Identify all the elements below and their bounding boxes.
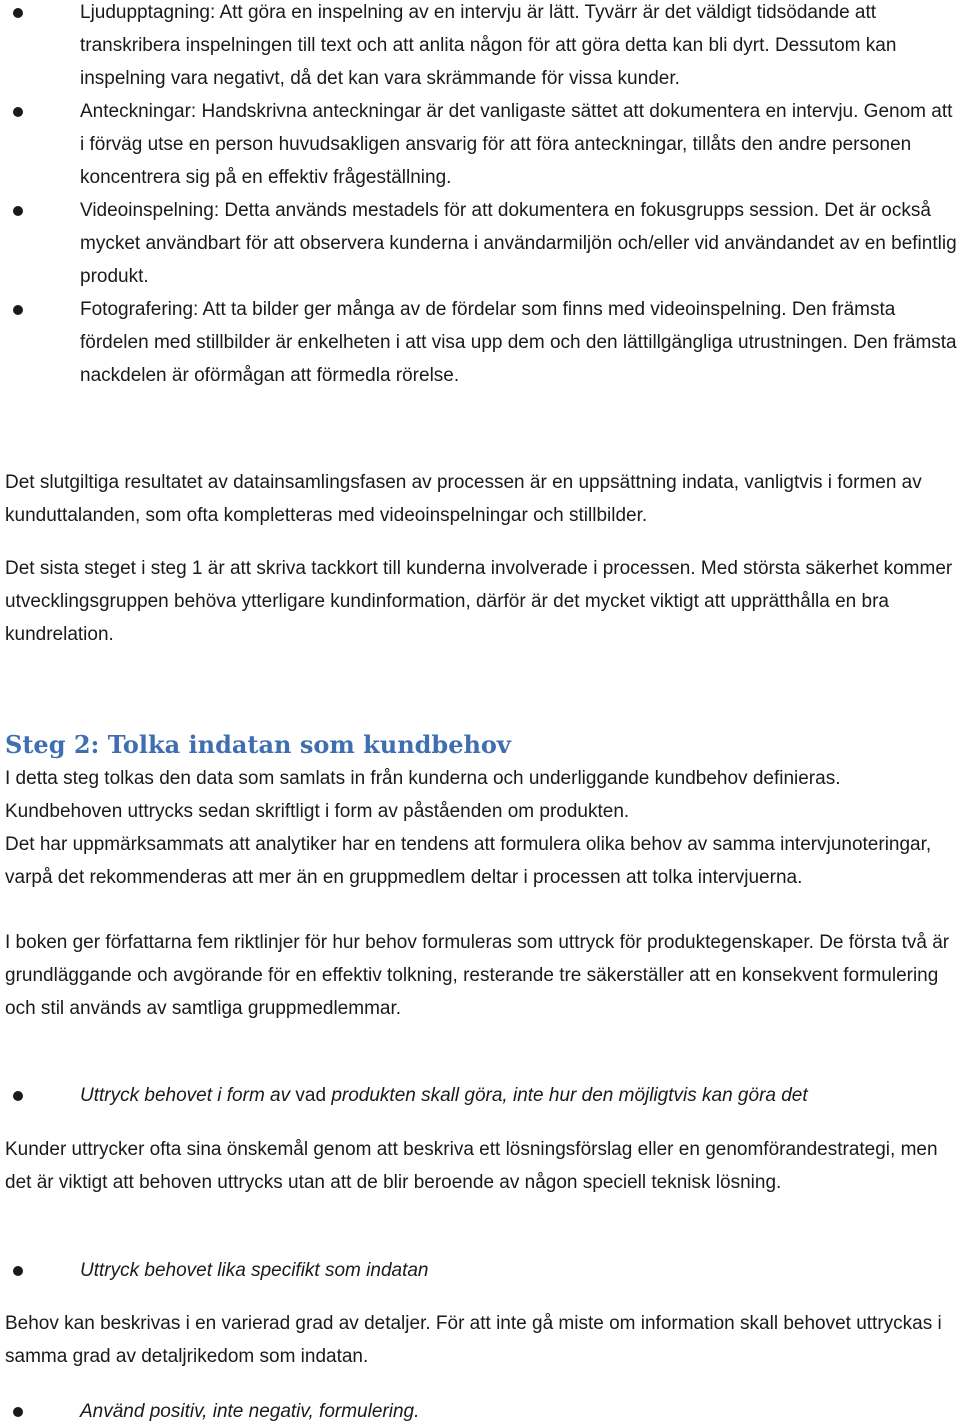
list-item: [0, 194, 960, 293]
bullet-icon: [13, 107, 23, 117]
bullet-icon: [13, 1091, 23, 1101]
bullet-text: Videoinspelning: Detta används mestadels för att dokumentera en fokusgrupps session. Det är också mycket användbart för att observera kunderna i användarmiljön och/eller vid användandet av en befintlig produkt.: [80, 200, 957, 287]
list-item: [0, 1079, 960, 1112]
guideline-1-explanation: Kunder uttrycker ofta sina önskemål genom att beskriva ett lösningsförslag eller en genomförandestrategi, men det är viktigt att behoven uttrycks utan att de blir beroende av någon speciell teknisk lösning.: [5, 1139, 938, 1193]
guideline-3: [0, 1395, 960, 1428]
bullet-text: Fotografering: Att ta bilder ger många av de fördelar som finns med videoinspelning. Den främsta fördelen med stillbilder är enkelheten i att visa upp dem och den lättillgängliga utrustningen. Den främsta nackdelen är oförmågan att förmedla rörelse.: [80, 299, 957, 386]
step2-intro-paragraph: I detta steg tolkas den data som samlats in från kunderna och underliggande kundbehov definieras. Kundbehoven uttrycks sedan skriftligt i form av påståenden om produkten.: [5, 768, 841, 822]
bullet-icon: [13, 1266, 23, 1276]
list-item: [0, 293, 960, 392]
bullet-icon: [13, 1407, 23, 1417]
guideline-1-italic-end: produkten skall göra, inte hur den möjligtvis kan göra det: [331, 1085, 808, 1106]
bullet-icon: [13, 206, 23, 216]
result-paragraph: Det slutgiltiga resultatet av datainsamlingsfasen av processen är en uppsättning indata, vanligtvis i formen av kunduttalanden, som ofta kompletteras med videoinspelningar och stillbilder.: [5, 472, 922, 526]
guideline-1-italic-start: Uttryck behovet i form av: [80, 1085, 291, 1106]
section-heading: Steg 2: Tolka indatan som kundbehov: [5, 730, 511, 759]
step2-guidelines-paragraph: I boken ger författarna fem riktlinjer för hur behov formuleras som uttryck för produktegenskaper. De första två är grundläggande och avgörande för en effektiv tolkning, resterande tre säkerställer att en konsekvent formulering och stil används av samtliga gruppmedlemmar.: [5, 932, 950, 1019]
guideline-3-text: Använd positiv, inte negativ, formulering.: [80, 1401, 420, 1422]
last-step-paragraph: Det sista steget i steg 1 är att skriva tackkort till kunderna involverade i processen. Med största säkerhet kommer utvecklingsgruppen behöva ytterligare kundinformation, därför är det mycket viktigt att upprätthålla en bra kundrelation.: [5, 558, 953, 645]
documentation-methods-list: [0, 0, 960, 392]
list-item: [0, 95, 960, 194]
guideline-2-text: Uttryck behovet lika specifikt som indatan: [80, 1260, 429, 1281]
list-item: [0, 1395, 960, 1428]
bullet-icon: [13, 8, 23, 18]
guideline-1: [0, 1079, 960, 1112]
step2-analyst-paragraph: Det har uppmärksammats att analytiker har en tendens att formulera olika behov av samma intervjunoteringar, varpå det rekommenderas att mer än en gruppmedlem deltar i processen att tolka intervjuerna.: [5, 834, 932, 888]
guideline-2: [0, 1254, 960, 1287]
bullet-text: Anteckningar: Handskrivna anteckningar är det vanligaste sättet att dokumentera en intervju. Genom att i förväg utse en person huvudsakligen ansvarig för att föra anteckningar, tillåts den andre personen koncentrera sig på en effektiv frågeställning.: [80, 101, 953, 188]
list-item: [0, 0, 960, 95]
bullet-text: Ljudupptagning: Att göra en inspelning av en intervju är lätt. Tyvärr är det väldigt tidsödande att transkribera inspelningen till text och att anlita någon för att göra detta kan bli dyrt. Dessutom kan inspelning vara negativt, då det kan vara skrämmande för vissa kunder.: [80, 2, 897, 89]
list-item: [0, 1254, 960, 1287]
guideline-1-normal: vad: [290, 1085, 332, 1106]
guideline-2-explanation: Behov kan beskrivas i en varierad grad av detaljer. För att inte gå miste om information skall behovet uttryckas i samma grad av detaljrikedom som indatan.: [5, 1313, 942, 1367]
bullet-icon: [13, 305, 23, 315]
